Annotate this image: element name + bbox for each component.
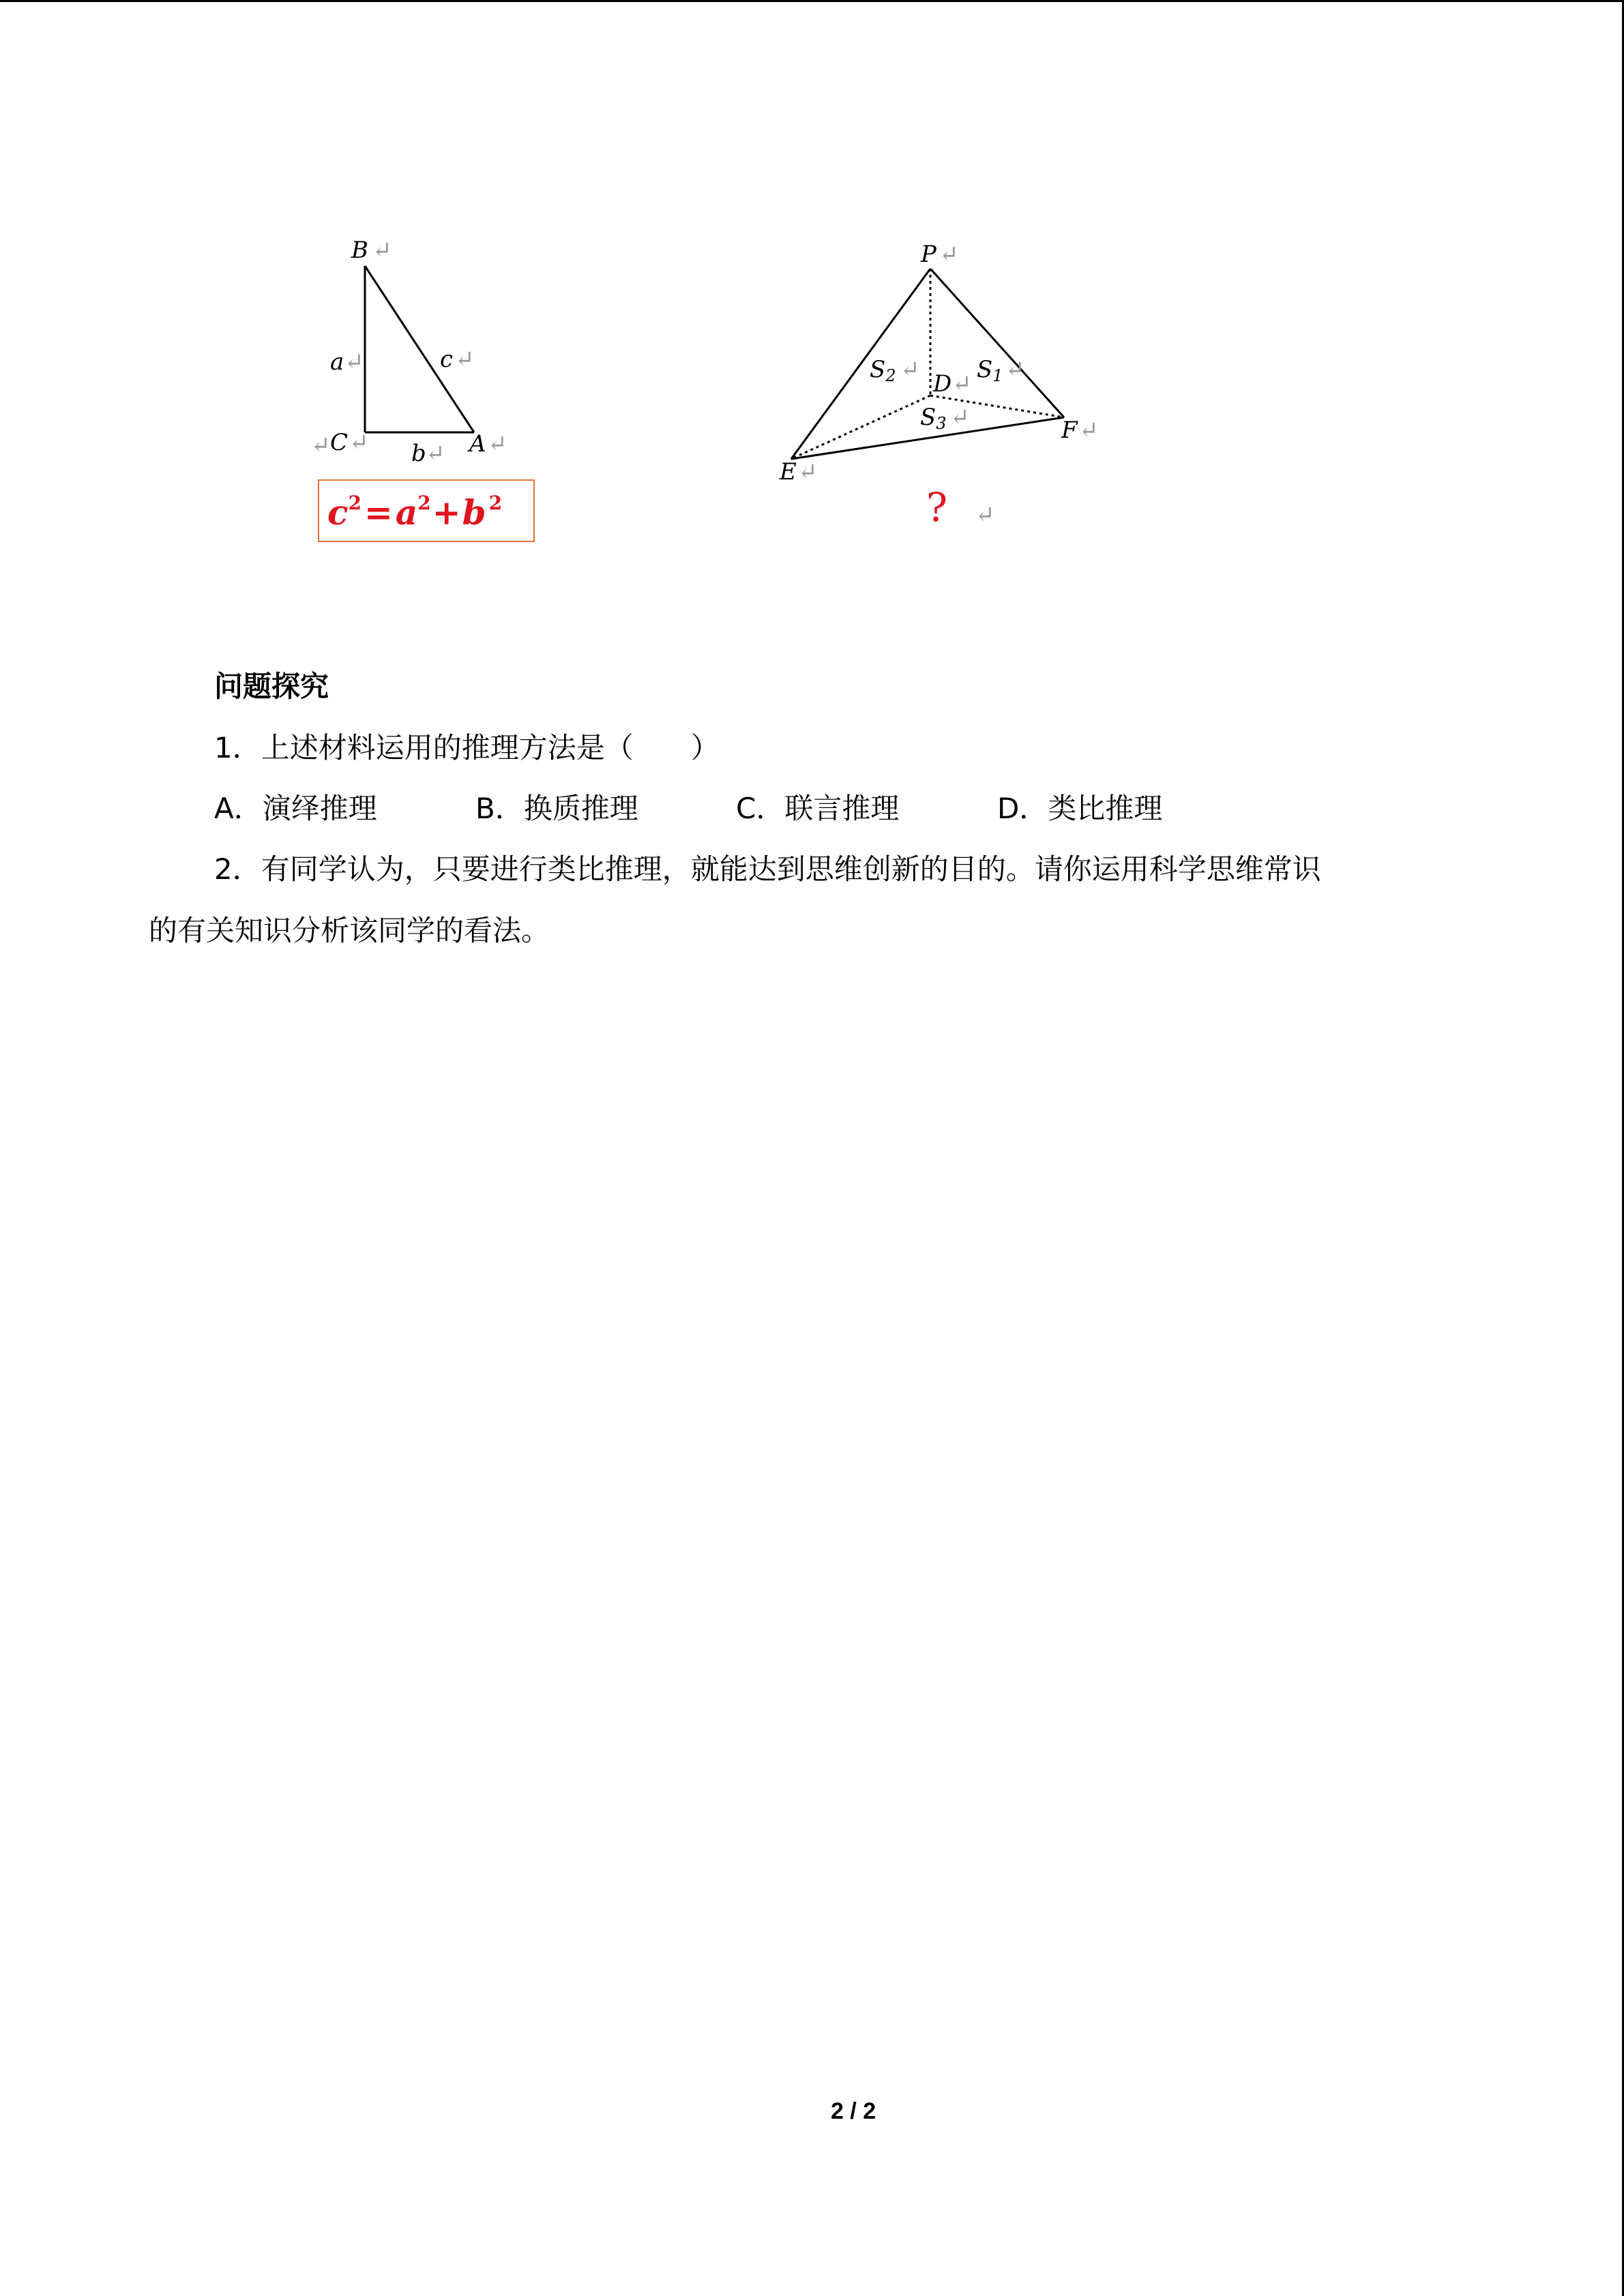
- right-triangle-figure: [311, 237, 507, 467]
- paragraph-mark: ↵: [1079, 417, 1099, 444]
- paragraph-mark: ↵: [311, 432, 331, 459]
- paragraph-mark: ↵: [900, 356, 920, 383]
- vertex-a-label: A: [469, 430, 486, 458]
- vertex-p-label: P: [921, 241, 936, 268]
- page-number: 2 / 2: [831, 2098, 876, 2124]
- face-s2-label: S2: [870, 356, 896, 385]
- paragraph-mark: ↵: [798, 458, 818, 486]
- paragraph-mark: ↵: [344, 348, 364, 376]
- paragraph-mark: ↵: [1005, 356, 1025, 383]
- svg-text:c2=a2+b2: $c^2=a^2+b$ $^2$: [327, 492, 503, 533]
- vertex-b-label: B: [351, 237, 368, 264]
- option-c: C．联言推理: [736, 792, 900, 825]
- vertex-d-label: D: [933, 370, 952, 398]
- paragraph-mark: ↵: [975, 501, 995, 528]
- paragraph-mark: ↵: [349, 429, 369, 456]
- paragraph-mark: ↵: [939, 241, 959, 268]
- pythagorean-formula: [319, 481, 533, 540]
- side-a-label: a: [330, 348, 344, 376]
- question-1: 1．上述材料运用的推理方法是（ ）: [214, 731, 720, 764]
- option-b: B．换质推理: [475, 792, 638, 825]
- paragraph-mark: ↵: [488, 430, 507, 458]
- paragraph-mark: ↵: [455, 346, 475, 373]
- paragraph-mark: ↵: [952, 370, 972, 398]
- side-b-label: b: [411, 440, 426, 467]
- option-a: A．演绎推理: [214, 792, 377, 825]
- question-mark: ?: [926, 484, 948, 531]
- side-c-label: c: [440, 346, 454, 373]
- vertex-c-label: C: [330, 429, 349, 456]
- question-2-line-2: 的有关知识分析该同学的看法。: [149, 914, 550, 947]
- option-d: D．类比推理: [997, 792, 1163, 825]
- vertex-e-label: E: [780, 458, 797, 486]
- face-s1-label: S1: [977, 356, 1003, 385]
- pythagorean-formula-box: [318, 479, 535, 542]
- vertex-f-label: F: [1061, 417, 1078, 444]
- tetrahedron-figure: [779, 241, 1099, 531]
- paragraph-mark: ↵: [372, 237, 392, 264]
- question-2-line-1: 2．有同学认为，只要进行类比推理，就能达到思维创新的目的。请你运用科学思维常识: [214, 852, 1321, 886]
- paragraph-mark: ↵: [426, 440, 445, 467]
- face-s3-label: S3: [920, 404, 947, 433]
- figures-canvas: [0, 0, 1624, 614]
- section-heading: 问题探究: [214, 670, 329, 703]
- paragraph-mark: ↵: [950, 404, 970, 431]
